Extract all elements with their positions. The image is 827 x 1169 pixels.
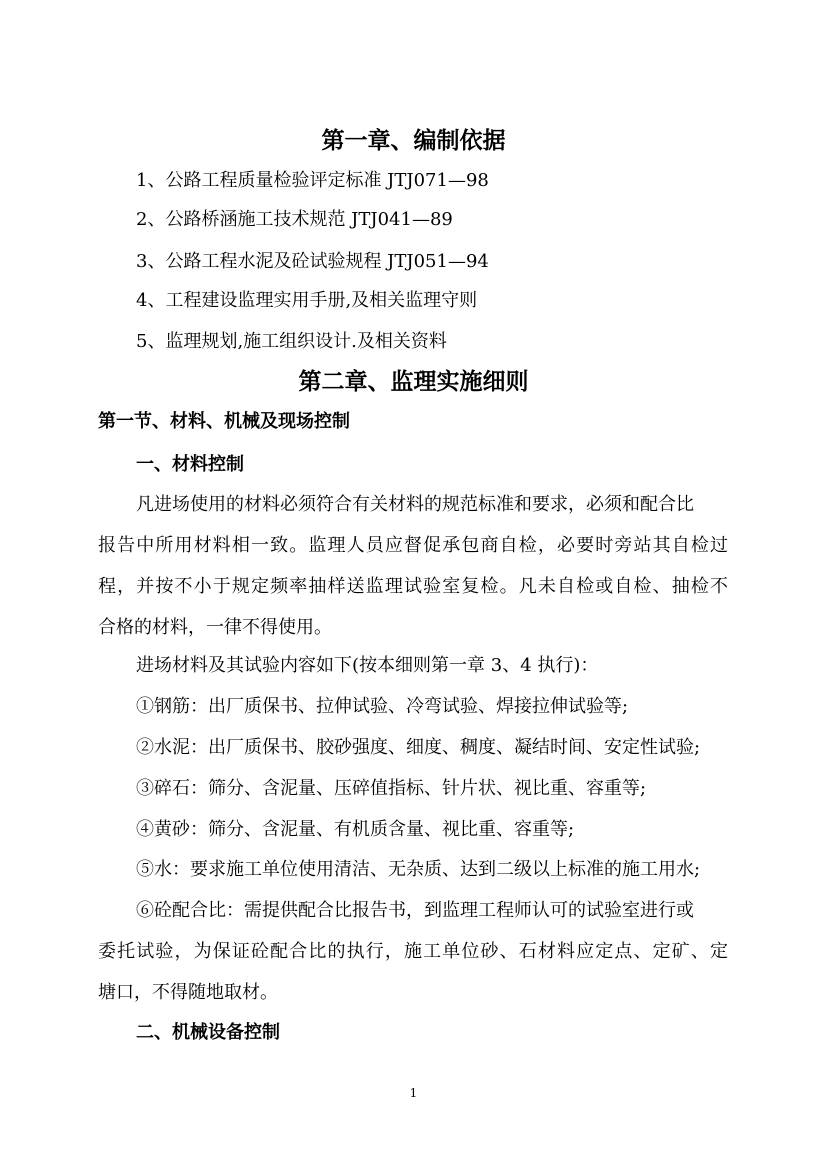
material-para-line-3: 程，并按不小于规定频率抽样送监理试验室复检。凡未自检或自检、抽检不: [98, 576, 728, 597]
material-item-water: ⑤水：要求施工单位使用清洁、无杂质、达到二级以上标准的施工用水;: [136, 859, 701, 880]
material-para-line-2: 报告中所用材料相一致。监理人员应督促承包商自检，必要时旁站其自检过: [98, 535, 728, 556]
basis-item-4: 4、工程建设监理实用手册,及相关监理守则: [136, 290, 478, 311]
mix-ratio-line-2: 委托试验，为保证砼配合比的执行，施工单位砂、石材料应定点、定矿、定: [98, 941, 728, 962]
material-intro: 进场材料及其试验内容如下(按本细则第一章 3、4 执行)：: [136, 655, 599, 676]
material-item-sand: ④黄砂：筛分、含泥量、有机质含量、视比重、容重等;: [136, 819, 575, 840]
section1-title: 第一节、材料、机械及现场控制: [98, 411, 350, 432]
material-para-line-4: 合格的材料，一律不得使用。: [98, 617, 332, 638]
chapter1-title: 第一章、编制依据: [321, 128, 506, 154]
basis-item-3: 3、公路工程水泥及砼试验规程 JTJ051—94: [136, 251, 489, 272]
basis-item-5: 5、监理规划,施工组织设计.及相关资料: [136, 331, 447, 352]
subsection-material-title: 一、材料控制: [136, 454, 244, 475]
material-item-cement: ②水泥：出厂质保书、胶砂强度、细度、稠度、凝结时间、安定性试验;: [136, 737, 701, 758]
basis-item-1: 1、公路工程质量检验评定标准 JTJ071—98: [136, 170, 489, 191]
basis-item-2: 2、公路桥涵施工技术规范 JTJ041—89: [136, 209, 453, 230]
subsection-equipment-title: 二、机械设备控制: [136, 1022, 280, 1043]
mix-ratio-line-3: 塘口，不得随地取材。: [98, 982, 278, 1003]
material-item-gravel: ③碎石：筛分、含泥量、压碎值指标、针片状、视比重、容重等;: [136, 778, 647, 799]
material-para-line-1: 凡进场使用的材料必须符合有关材料的规范标准和要求，必须和配合比: [136, 494, 694, 515]
chapter2-title: 第二章、监理实施细则: [298, 369, 529, 395]
mix-ratio-line-1: ⑥砼配合比：需提供配合比报告书，到监理工程师认可的试验室进行或: [136, 900, 694, 921]
material-item-rebar: ①钢筋：出厂质保书、拉伸试验、冷弯试验、焊接拉伸试验等;: [136, 696, 629, 717]
page-number: 1: [409, 1086, 418, 1100]
